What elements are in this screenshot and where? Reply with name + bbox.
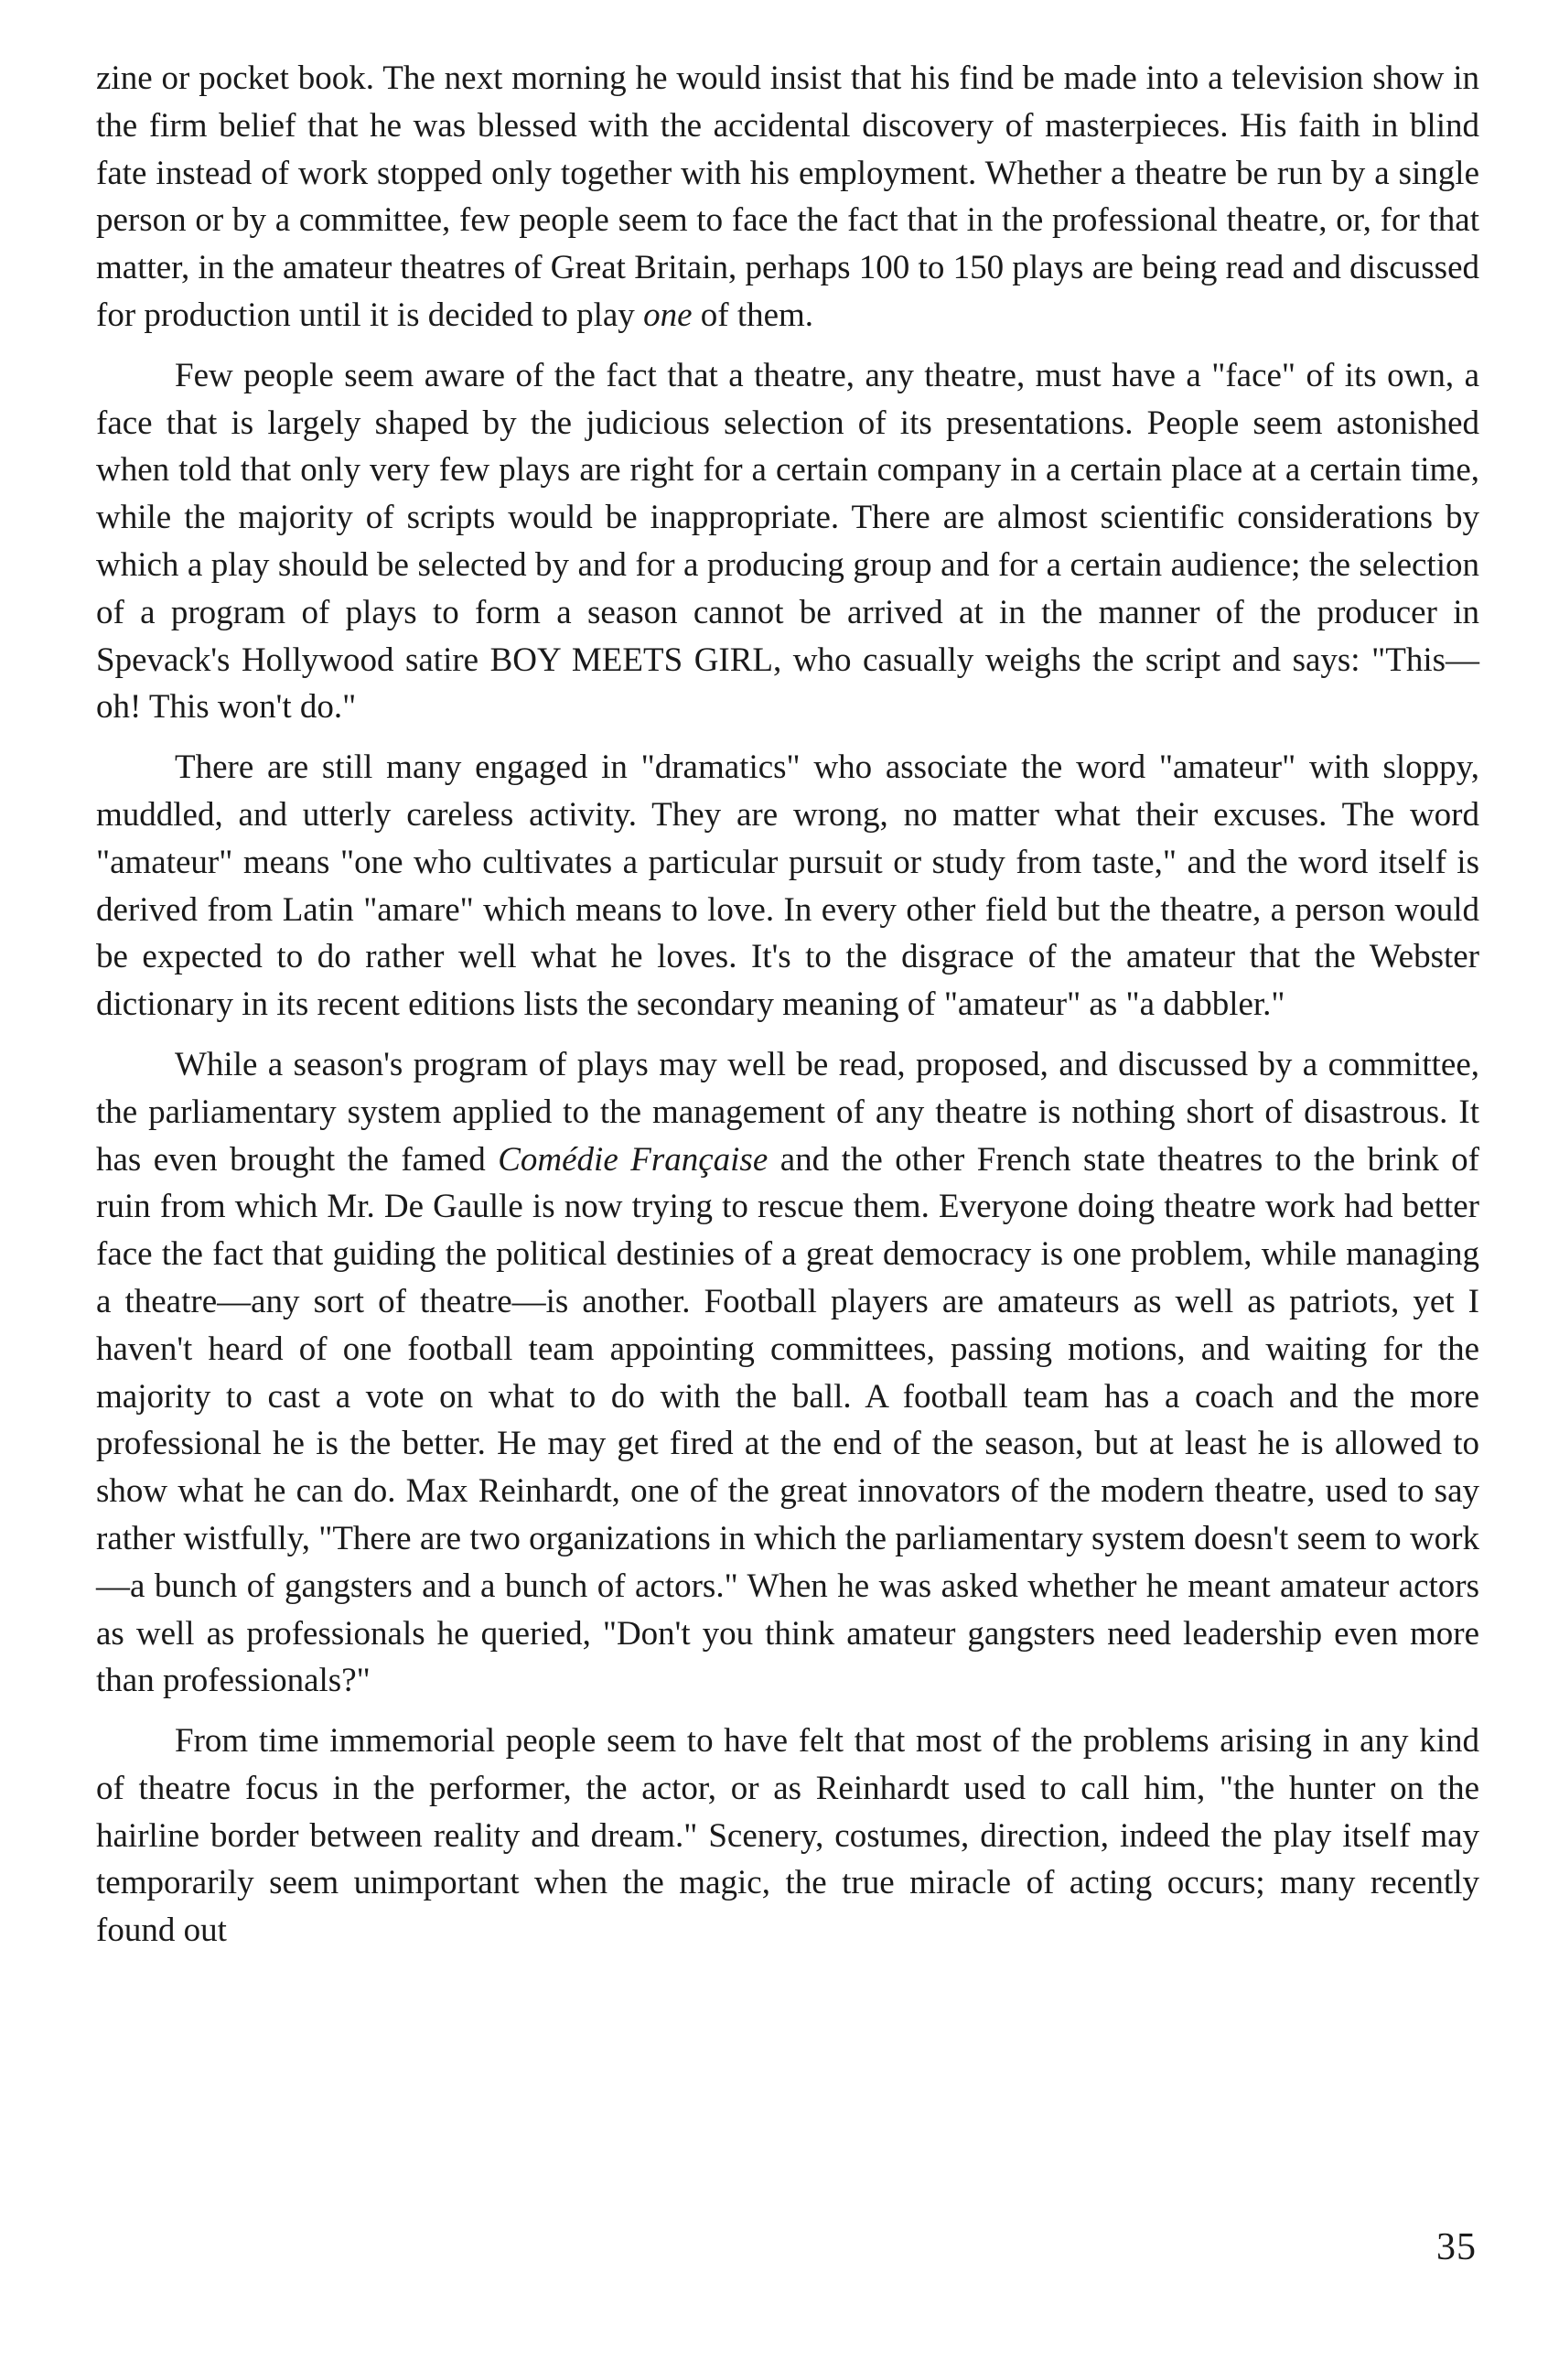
paragraph-1-part-2: of them. [692, 296, 814, 334]
paragraph-3 [96, 744, 1479, 1028]
body-text [96, 55, 1479, 1967]
paragraph-2 [96, 352, 1479, 731]
paragraph-4 [96, 1041, 1479, 1705]
paragraph-5-text: From time immemorial people seem to have felt that most of the problems arising in any kind of theatre focus in the performer, the actor, or as Reinhardt used to call him, "the hunter on the hairline border between reality and dream." Scenery, costumes, direction, indeed the play itself may temporarily seem unimportant when the magic, the true miracle of acting occurs; many recently found out [96, 1722, 1479, 1950]
paragraph-5 [96, 1718, 1479, 1955]
paragraph-1-emphasis-one: one [643, 296, 693, 334]
paragraph-4-part-1: While a season's program of plays may well be read, proposed, and discussed by a committee, the parliamentary system applied to the management of any theatre is nothing short of disastrous. It has even brought the famed [96, 1045, 1479, 1179]
paragraph-1-part-1: zine or pocket book. The next morning he would insist that his find be made into a television show in the firm belief that he was blessed with the accidental discovery of masterpieces. His faith in blind fate instead of work stopped only together with his employment. Whether a theatre be run by a single person or by a committee, few people seem to face the fact that in the professional theatre, or, for that matter, in the amateur theatres of Great Britain, perhaps 100 to 150 plays are being read and discussed for production until it is decided to play [96, 59, 1479, 334]
paragraph-2-text: Few people seem aware of the fact that a theatre, any theatre, must have a "face" of its own, a face that is largely shaped by the judicious selection of its presentations. People seem astonished when told that only very few plays are right for a certain company in a certain place at a certain time, while the majority of scripts would be inappropriate. There are almost scientific considerations by which a play should be selected by and for a producing group and for a certain audience; the selection of a program of plays to form a season cannot be arrived at in the manner of the producer in Spevack's Hollywood satire BOY MEETS GIRL, who casually weighs the script and says: "This—oh! This won't do." [96, 356, 1479, 727]
page-number: 35 [1436, 2226, 1477, 2268]
paragraph-4-emphasis-comedie-francaise: Comédie Française [498, 1140, 769, 1179]
paragraph-4-part-2: and the other French state theatres to the brink of ruin from which Mr. De Gaulle is now trying to rescue them. Everyone doing theatre work had better face the fact that guiding the political destinies of a great democracy is one problem, while managing a theatre—any sort of theatre—is another. Football players are amateurs as well as patriots, yet I haven't heard of one football team appointing committees, passing motions, and waiting for the majority to cast a vote on what to do with the ball. A football team has a coach and the more professional he is the better. He may get fired at the end of the season, but at least he is allowed to show what he can do. Max Reinhardt, one of the great innovators of the modern theatre, used to say rather wistfully, "There are two organizations in which the parliamentary system doesn't seem to work—a bunch of gangsters and a bunch of actors." When he was asked whether he meant amateur actors as well as professionals he queried, "Don't you think amateur gangsters need leadership even more than professionals?" [96, 1140, 1480, 1700]
paragraph-3-text: There are still many engaged in "dramatics" who associate the word "amateur" with sloppy, muddled, and utterly careless activity. They are wrong, no matter what their excuses. The word "amateur" means "one who cultivates a particular pursuit or study from taste," and the word itself is derived from Latin "amare" which means to love. In every other field but the theatre, a person would be expected to do rather well what he loves. It's to the disgrace of the amateur that the Webster dictionary in its recent editions lists the secondary meaning of "amateur" as "a dabbler." [96, 748, 1479, 1024]
paragraph-1 [96, 55, 1479, 339]
